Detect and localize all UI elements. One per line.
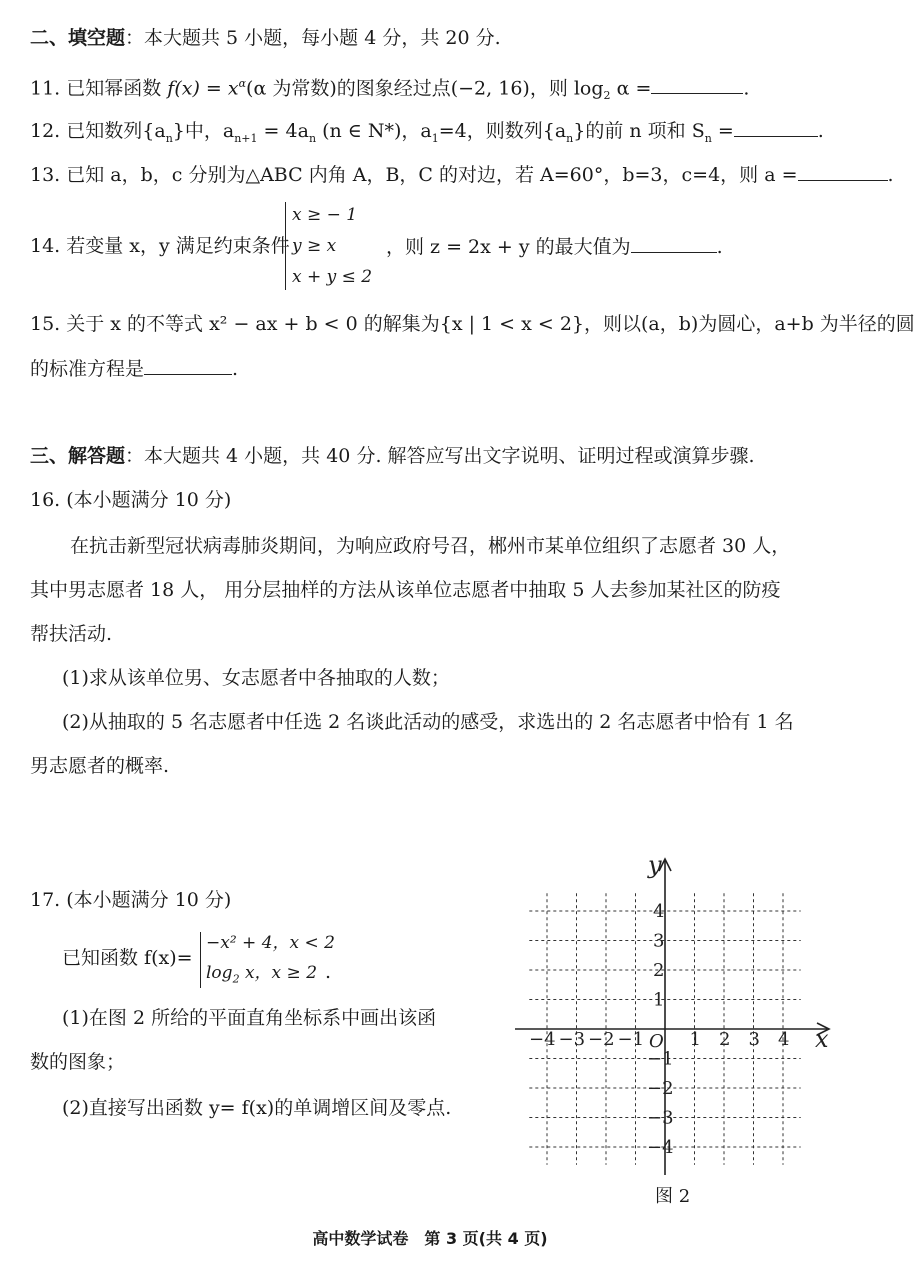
q16-sub-2a: (2)从抽取的 5 名志愿者中任选 2 名谈此活动的感受，求选出的 2 名志愿者中恰有 1 名 (62, 711, 794, 733)
q17-title: 17. (本小题满分 10 分) (30, 889, 232, 911)
x-tick-label: −1 (617, 1029, 645, 1050)
x-tick-label: 3 (748, 1029, 760, 1050)
q12-end: . (817, 120, 824, 142)
x-tick-label: 4 (778, 1029, 790, 1050)
q16-sub-1: (1)求从该单位男、女志愿者中各抽取的人数； (62, 667, 450, 689)
q15-end: . (232, 358, 239, 380)
q11-text-b: (α 为常数)的图象经过点(−2, 16)，则 log (246, 77, 604, 100)
question-14-tail (386, 234, 723, 259)
q11-func: f(x) = x (167, 77, 239, 100)
question-11 (30, 72, 749, 108)
q12-text-c: = 4a (257, 120, 309, 142)
question-12 (30, 118, 824, 151)
q12-text-b: }中，a (172, 120, 235, 142)
q17-sub-2: (2)直接写出函数 y= f(x)的单调增区间及零点. (62, 1097, 452, 1119)
q16-para-3: 帮扶活动. (30, 623, 113, 645)
y-tick-label: −4 (647, 1137, 674, 1158)
y-tick-label: −1 (647, 1048, 674, 1070)
q14-answer-blank[interactable] (631, 234, 717, 253)
q14-text-a: 14. 若变量 x，y 满足约束条件 (30, 235, 290, 257)
x-tick-label: 1 (689, 1029, 701, 1050)
section3-desc: ：本大题共 4 小题，共 40 分. 解答应写出文字说明、证明过程或演算步骤. (125, 445, 755, 467)
question-13 (30, 162, 894, 187)
q13-end: . (887, 164, 894, 186)
section2-heading-line (30, 26, 501, 50)
figure-caption: 图 2 (655, 1186, 691, 1207)
q16-para-2: 其中男志愿者 18 人， 用分层抽样的方法从该单位志愿者中抽取 5 人去参加某社区的防疫 (30, 579, 781, 601)
q17-dot: . (325, 961, 332, 983)
q11-answer-blank[interactable] (651, 75, 743, 94)
q12-sub-n-4: n (704, 131, 712, 145)
question-15-line2 (30, 356, 238, 381)
section2-heading: 二、填空题 (30, 27, 126, 49)
page-footer: 高中数学试卷 第 3 页(共 4 页) (312, 1229, 548, 1248)
q13-answer-blank[interactable] (798, 162, 888, 181)
q17-sub-1b: 数的图象； (30, 1051, 126, 1073)
q12-sub-n-2: n (308, 131, 317, 145)
y-tick-label: 2 (653, 960, 665, 981)
q14-constraint-3: x + y ≤ 2 (292, 267, 373, 287)
q17-case-2-log: log (206, 963, 233, 983)
q16-para-1: 在抗击新型冠状病毒肺炎期间，为响应政府号召，郴州市某单位组织了志愿者 30 人， (70, 535, 791, 557)
y-tick-label: −2 (647, 1078, 674, 1099)
q11-end: . (743, 77, 750, 100)
y-axis-label: y (648, 851, 662, 879)
q17-case-2-rest: x，x ≥ 2 (239, 963, 318, 983)
q12-sub-1: 1 (431, 131, 439, 145)
q12-answer-blank[interactable] (734, 118, 818, 137)
q14-end: . (716, 236, 723, 258)
section3-heading: 三、解答题 (30, 445, 126, 467)
q11-log-base: 2 (603, 89, 611, 103)
x-tick-label: 2 (719, 1029, 731, 1050)
q17-sub-1a: (1)在图 2 所给的平面直角坐标系中画出该函 (62, 1007, 437, 1029)
q14-brace (285, 202, 286, 290)
q17-case-1: −x² + 4，x < 2 (206, 933, 335, 953)
section2-desc: ：本大题共 5 小题，每小题 4 分，共 20 分. (125, 27, 501, 49)
x-axis-label: x (815, 1025, 829, 1053)
coordinate-grid-figure (515, 851, 835, 1180)
x-tick-label: −4 (529, 1029, 556, 1050)
q12-sub-n-3: n (566, 131, 574, 145)
q12-text-f: }的前 n 项和 S (573, 120, 705, 142)
q17-intro: 已知函数 f(x)= (62, 947, 193, 969)
q12-text-a: 12. 已知数列{a (30, 120, 166, 142)
y-tick-label: 3 (653, 930, 665, 952)
q15-text: 的标准方程是 (30, 358, 145, 380)
q16-sub-2b: 男志愿者的概率. (30, 755, 170, 777)
q16-title: 16. (本小题满分 10 分) (30, 489, 232, 511)
q11-exponent: α (238, 77, 247, 90)
q13-text: 13. 已知 a，b，c 分别为△ABC 内角 A，B，C 的对边，若 A=60°，b=3，c=4，则 a = (30, 164, 798, 186)
q12-sub-n: n (165, 131, 173, 145)
q12-text-d: (n ∈ N*)，a (316, 120, 432, 142)
q14-text-b: ，则 z = 2x + y 的最大值为 (386, 236, 631, 258)
section3-heading-line (30, 444, 755, 468)
q14-constraint-1: x ≥ − 1 (292, 205, 358, 225)
q11-text-c: α = (610, 77, 652, 100)
y-tick-label: 4 (653, 901, 665, 922)
question-15-line1: 15. 关于 x 的不等式 x² − ax + b < 0 的解集为{x | 1 < x < 2}，则以(a，b)为圆心，a+b 为半径的圆 (30, 313, 915, 335)
y-tick-label: −3 (647, 1107, 674, 1129)
q14-constraint-2: y ≥ x (292, 236, 337, 256)
q11-text-a: 11. 已知幂函数 (30, 77, 168, 100)
origin-label: O (649, 1031, 664, 1052)
x-tick-label: −2 (588, 1029, 615, 1050)
q17-case-2 (206, 958, 317, 994)
y-tick-label: 1 (653, 989, 665, 1011)
x-tick-label: −3 (558, 1029, 586, 1050)
q15-answer-blank[interactable] (144, 356, 232, 375)
q12-text-g: = (711, 120, 734, 142)
q17-brace (200, 932, 201, 988)
q12-text-e: =4，则数列{a (438, 120, 567, 142)
question-14-lead (30, 234, 290, 258)
q12-sub-n1: n+1 (234, 131, 258, 145)
q17-case-2-base: 2 (232, 972, 240, 986)
